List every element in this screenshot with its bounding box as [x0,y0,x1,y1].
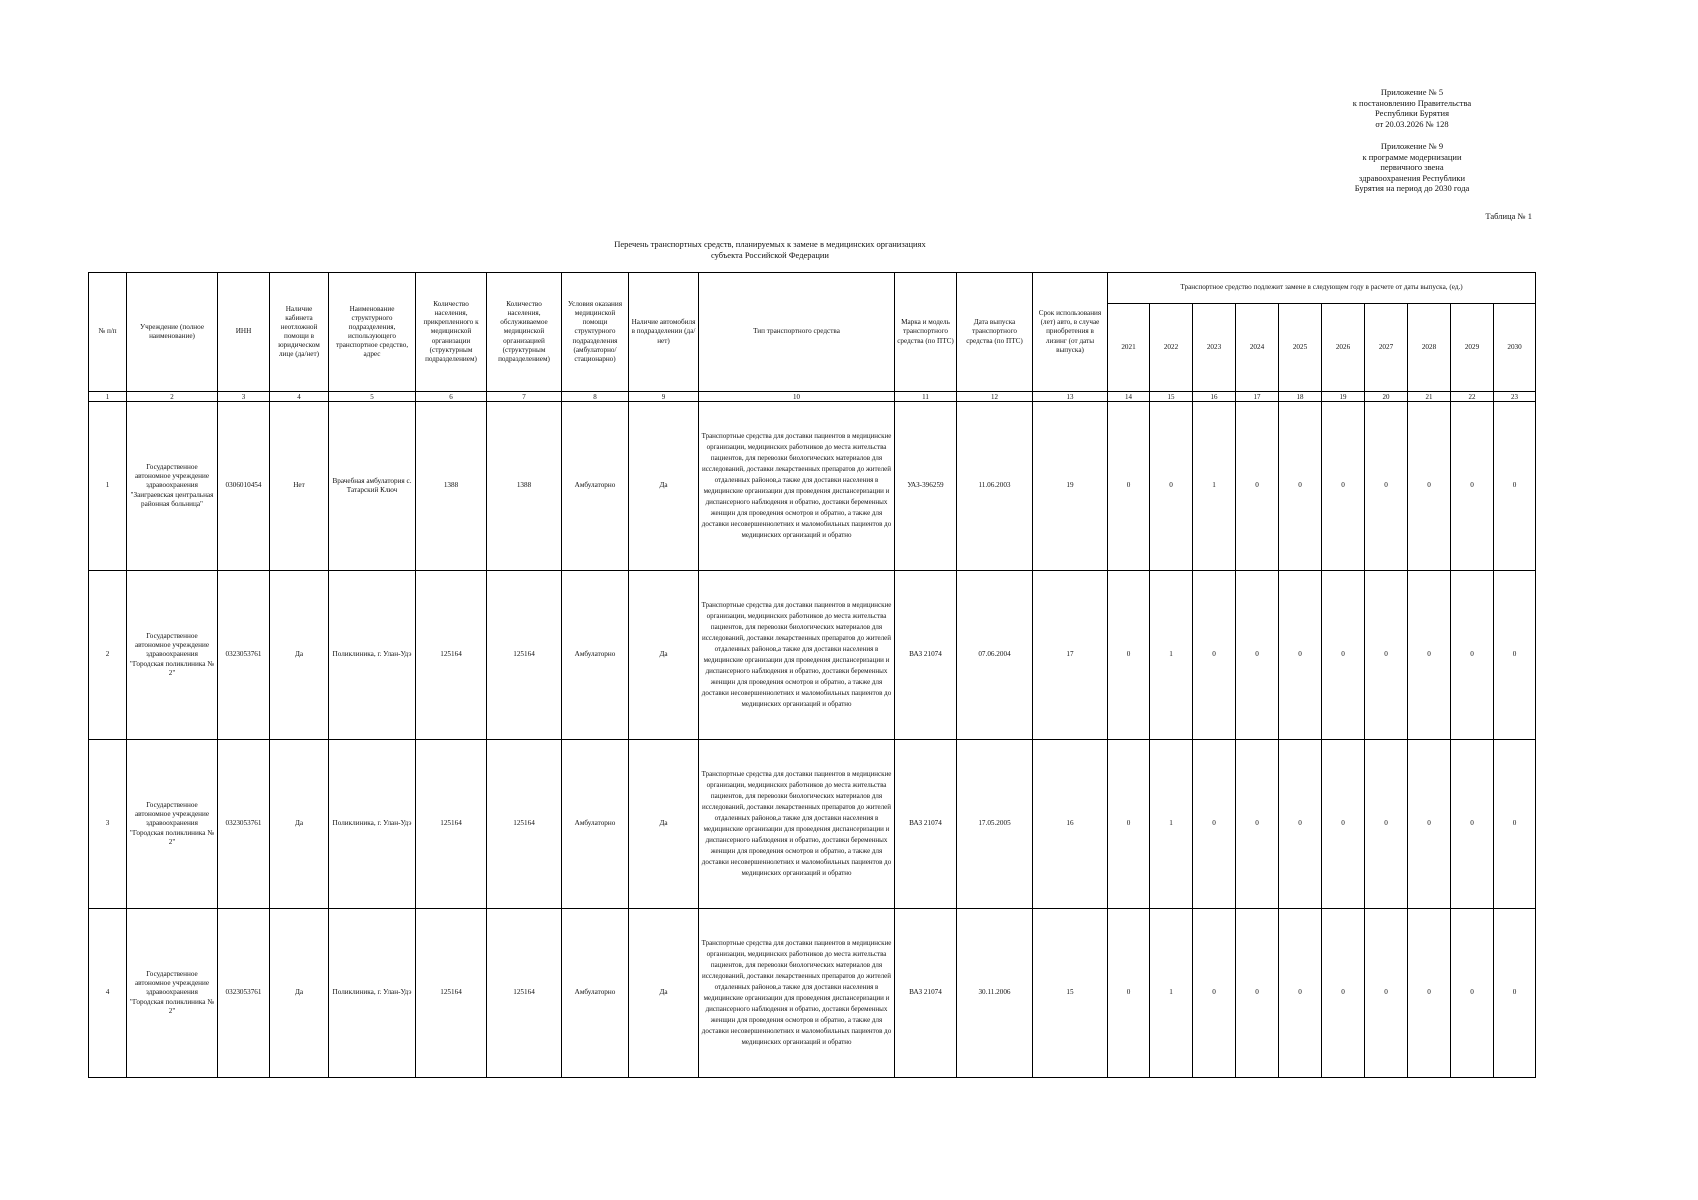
institution-cell: Государственное автономное учреждение здравоохранения "Городская поликлиника № 2" [127,909,218,1078]
column-number: 19 [1322,392,1365,402]
year-value-cell: 0 [1279,571,1322,740]
usage-term-cell: 16 [1033,740,1108,909]
header-unit: Наименование структурного подразделения, использующего транспортное средство, адрес [329,273,416,392]
year-value-cell: 0 [1451,740,1494,909]
brand-cell: ВАЗ 21074 [895,909,957,1078]
column-number: 16 [1193,392,1236,402]
column-number: 18 [1279,392,1322,402]
approval-line: здравоохранения Республики [1358,172,1466,183]
year-value-cell: 0 [1236,740,1279,909]
column-number: 21 [1408,392,1451,402]
institution-cell: Государственное автономное учреждение здравоохранения "Городская поликлиника № 2" [127,740,218,909]
vehicle-type-cell: Транспортные средства для доставки пациентов в медицинские организации, медицинских работников до места жительства пациентов, для перевозки биологических материалов для исследований, доставки лекарственных препаратов до жителей отдаленных районов,а также для доставки населения в медицинские организации для проведения диспансеризации и диспансерного наблюдения и обратно, доставки беременных женщин для проведения осмотров и обратно, а также для доставки несовершеннолетних и маломобильных пациентов до медицинских организаций и обратно [699,909,895,1078]
header-year: 2021 [1108,304,1150,392]
approval-line: Республики Бурятия [1374,108,1450,118]
vehicle-type-cell: Транспортные средства для доставки пациентов в медицинские организации, медицинских работников до места жительства пациентов, для перевозки биологических материалов для исследований, доставки лекарственных препаратов до жителей отдаленных районов,а также для доставки населения в медицинские организации для проведения диспансеризации и диспансерного наблюдения и обратно, доставки беременных женщин для проведения осмотров и обратно, а также для доставки несовершеннолетних и маломобильных пациентов до медицинских организаций и обратно [699,402,895,571]
year-value-cell: 0 [1408,402,1451,571]
usage-term-cell: 19 [1033,402,1108,571]
column-number: 3 [218,392,270,402]
column-numbers-row [89,392,1536,402]
year-value-cell: 0 [1322,402,1365,571]
table-row [89,571,1536,740]
column-number: 6 [416,392,487,402]
approval-line: Бурятия на период до 2030 года [1354,183,1470,193]
conditions-cell: Амбулаторно [562,402,629,571]
header-year: 2028 [1408,304,1451,392]
institution-cell: Государственное автономное учреждение здравоохранения "Заиграевская центральная районная больница" [127,402,218,571]
column-number: 10 [699,392,895,402]
table-row [89,402,1536,571]
conditions-cell: Амбулаторно [562,740,629,909]
year-value-cell: 1 [1150,571,1193,740]
year-value-cell: 0 [1193,740,1236,909]
header-conditions: Условия оказания медицинской помощи структурного подразделения (амбулаторно/стационарно) [562,273,629,392]
brand-cell: ВАЗ 21074 [895,740,957,909]
approval-spacer [1292,129,1532,141]
release-date-cell: 17.05.2005 [957,740,1033,909]
header-replacement-group: Транспортное средство подлежит замене в следующем году в расчете от даты выпуска, (ед.) [1108,273,1536,304]
column-number: 17 [1236,392,1279,402]
header-cars-present: Наличие автомобиля в подразделении (да/нет) [629,273,699,392]
column-number: 11 [895,392,957,402]
approval-line: Приложение № 5 [1380,87,1444,97]
table-body [89,392,1536,1078]
column-number: 13 [1033,392,1108,402]
cabinet-cell: Нет [270,402,329,571]
column-number: 14 [1108,392,1150,402]
vehicles-table [88,272,1536,1078]
year-value-cell: 0 [1322,909,1365,1078]
column-number: 4 [270,392,329,402]
unit-cell: Поликлиника, г. Улан-Удэ [329,909,416,1078]
header-population-served: Количество населения, обслуживаемое медицинской организацией (структурным подразделением) [487,273,562,392]
population-attached-cell: 125164 [416,909,487,1078]
cabinet-cell: Да [270,571,329,740]
table-number-label: Таблица № 1 [1485,211,1532,221]
header-release-date: Дата выпуска транспортного средства (по ПТС) [957,273,1033,392]
usage-term-cell: 15 [1033,909,1108,1078]
header-year: 2022 [1150,304,1193,392]
table-row [89,740,1536,909]
unit-cell: Врачебная амбулатория с. Татарский Ключ [329,402,416,571]
header-institution: Учреждение (полное наименование) [127,273,218,392]
unit-cell: Поликлиника, г. Улан-Удэ [329,571,416,740]
header-usage-term: Срок использования (лет) авто, в случае приобретения в лизинг (от даты выпуска) [1033,273,1108,392]
population-served-cell: 125164 [487,571,562,740]
year-value-cell: 0 [1108,740,1150,909]
year-value-cell: 0 [1279,402,1322,571]
column-number: 22 [1451,392,1494,402]
column-number: 9 [629,392,699,402]
column-number: 8 [562,392,629,402]
table-row [89,909,1536,1078]
document-title [560,239,980,260]
header-year: 2024 [1236,304,1279,392]
header-num: № п/п [89,273,127,392]
conditions-cell: Амбулаторно [562,909,629,1078]
year-value-cell: 0 [1108,909,1150,1078]
year-value-cell: 0 [1279,740,1322,909]
title-line-1: Перечень транспортных средств, планируемых к замене в медицинских организациях [614,239,926,249]
population-attached-cell: 1388 [416,402,487,571]
header-vehicle-type: Тип транспортного средства [699,273,895,392]
year-value-cell: 0 [1408,740,1451,909]
release-date-cell: 30.11.2006 [957,909,1033,1078]
header-inn: ИНН [218,273,270,392]
year-value-cell: 0 [1494,402,1536,571]
header-cabinet: Наличие кабинета неотложной помощи в юридическом лице (да/нет) [270,273,329,392]
cabinet-cell: Да [270,740,329,909]
year-value-cell: 0 [1150,402,1193,571]
year-value-cell: 0 [1451,909,1494,1078]
column-number: 23 [1494,392,1536,402]
year-value-cell: 0 [1236,909,1279,1078]
cars-present-cell: Да [629,402,699,571]
vehicle-type-cell: Транспортные средства для доставки пациентов в медицинские организации, медицинских работников до места жительства пациентов, для перевозки биологических материалов для исследований, доставки лекарственных препаратов до жителей отдаленных районов,а также для доставки населения в медицинские организации для проведения диспансеризации и диспансерного наблюдения и обратно, доставки беременных женщин для проведения осмотров и обратно, а также для доставки несовершеннолетних и маломобильных пациентов до медицинских организаций и обратно [699,571,895,740]
column-number: 7 [487,392,562,402]
year-value-cell: 1 [1150,909,1193,1078]
approval-line: первичного звена [1380,162,1444,172]
header-year: 2029 [1451,304,1494,392]
inn-cell: 0323053761 [218,571,270,740]
year-value-cell: 0 [1451,402,1494,571]
column-number: 5 [329,392,416,402]
column-number: 12 [957,392,1033,402]
year-value-cell: 0 [1322,740,1365,909]
cars-present-cell: Да [629,909,699,1078]
approval-line: от 20.03.2026 № 128 [1375,118,1449,129]
year-value-cell: 0 [1236,402,1279,571]
approval-line: к постановлению Правительства [1352,97,1472,108]
column-number: 15 [1150,392,1193,402]
year-value-cell: 0 [1365,740,1408,909]
header-year: 2026 [1322,304,1365,392]
population-served-cell: 1388 [487,402,562,571]
column-number: 1 [89,392,127,402]
usage-term-cell: 17 [1033,571,1108,740]
year-value-cell: 0 [1365,909,1408,1078]
release-date-cell: 07.06.2004 [957,571,1033,740]
year-value-cell: 0 [1365,402,1408,571]
year-value-cell: 0 [1408,571,1451,740]
year-value-cell: 0 [1451,571,1494,740]
row-num: 4 [89,909,127,1078]
year-value-cell: 0 [1108,402,1150,571]
year-value-cell: 0 [1408,909,1451,1078]
inn-cell: 0306010454 [218,402,270,571]
inn-cell: 0323053761 [218,740,270,909]
year-value-cell: 0 [1236,571,1279,740]
row-num: 2 [89,571,127,740]
brand-cell: ВАЗ 21074 [895,571,957,740]
cars-present-cell: Да [629,571,699,740]
approval-line: Приложение № 9 [1380,141,1444,151]
header-population-attached: Количество населения, прикрепленного к медицинской организации (структурным подразделением) [416,273,487,392]
header-year: 2025 [1279,304,1322,392]
row-num: 3 [89,740,127,909]
population-attached-cell: 125164 [416,571,487,740]
year-value-cell: 0 [1322,571,1365,740]
year-value-cell: 0 [1494,909,1536,1078]
population-served-cell: 125164 [487,909,562,1078]
year-value-cell: 0 [1108,571,1150,740]
title-line-2: субъекта Российской Федерации [711,249,829,260]
institution-cell: Государственное автономное учреждение здравоохранения "Городская поликлиника № 2" [127,571,218,740]
brand-cell: УАЗ-396259 [895,402,957,571]
cabinet-cell: Да [270,909,329,1078]
population-served-cell: 125164 [487,740,562,909]
cars-present-cell: Да [629,740,699,909]
approval-block [1292,87,1532,194]
year-value-cell: 1 [1193,402,1236,571]
row-num: 1 [89,402,127,571]
column-number: 20 [1365,392,1408,402]
year-value-cell: 1 [1150,740,1193,909]
header-year: 2023 [1193,304,1236,392]
header-brand: Марка и модель транспортного средства (по ПТС) [895,273,957,392]
year-value-cell: 0 [1193,909,1236,1078]
year-value-cell: 0 [1193,571,1236,740]
year-value-cell: 0 [1279,909,1322,1078]
vehicle-type-cell: Транспортные средства для доставки пациентов в медицинские организации, медицинских работников до места жительства пациентов, для перевозки биологических материалов для исследований, доставки лекарственных препаратов до жителей отдаленных районов,а также для доставки населения в медицинские организации для проведения диспансеризации и диспансерного наблюдения и обратно, доставки беременных женщин для проведения осмотров и обратно, а также для доставки несовершеннолетних и маломобильных пациентов до медицинских организаций и обратно [699,740,895,909]
release-date-cell: 11.06.2003 [957,402,1033,571]
header-row [89,273,1536,304]
column-number: 2 [127,392,218,402]
year-value-cell: 0 [1494,740,1536,909]
approval-line: к программе модернизации [1362,151,1462,162]
unit-cell: Поликлиника, г. Улан-Удэ [329,740,416,909]
year-value-cell: 0 [1365,571,1408,740]
header-year: 2030 [1494,304,1536,392]
year-value-cell: 0 [1494,571,1536,740]
conditions-cell: Амбулаторно [562,571,629,740]
inn-cell: 0323053761 [218,909,270,1078]
population-attached-cell: 125164 [416,740,487,909]
header-year: 2027 [1365,304,1408,392]
